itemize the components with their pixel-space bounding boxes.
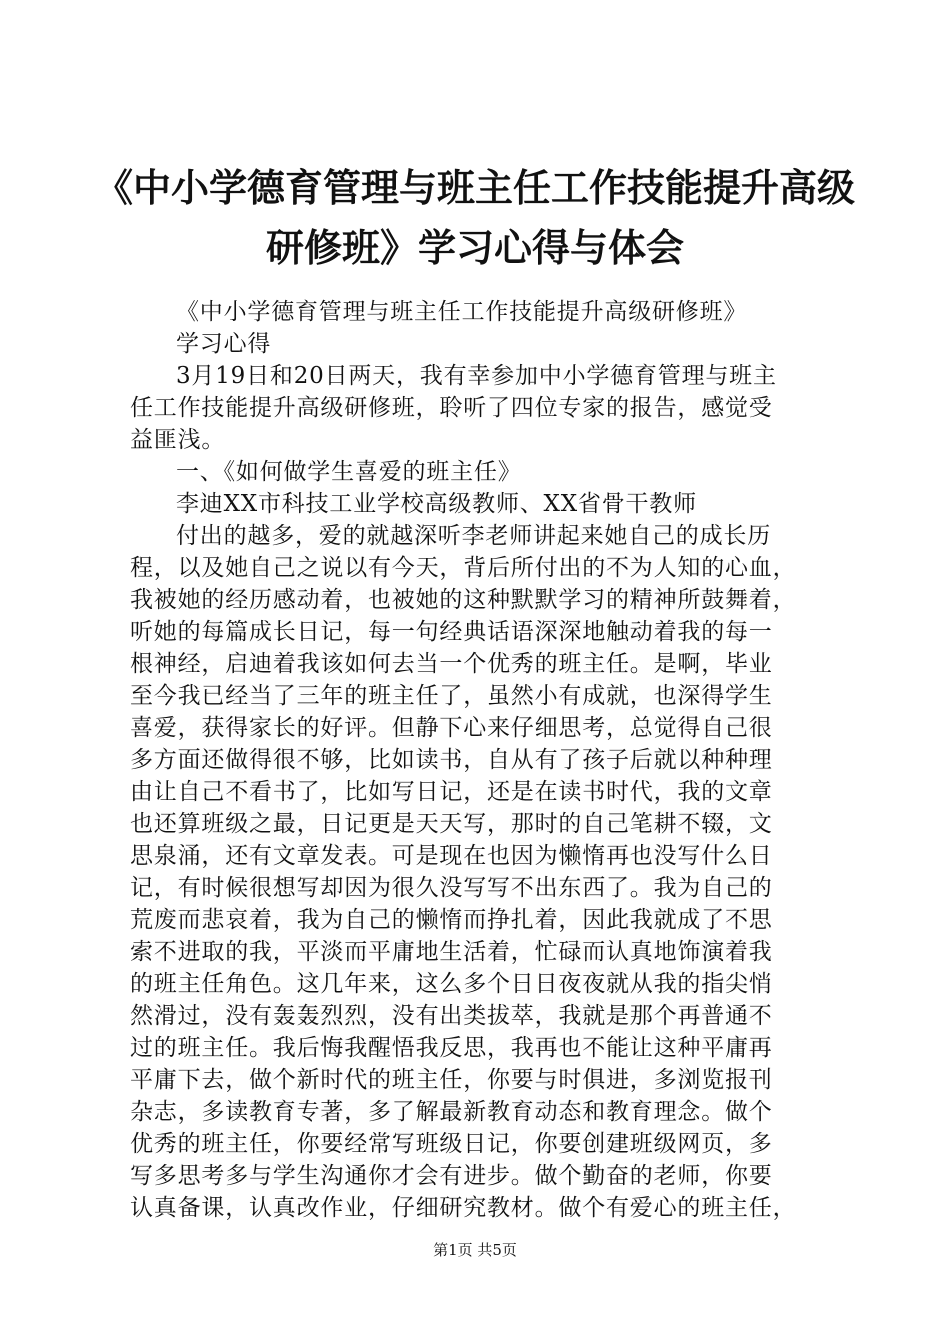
- body-line: 杂志，多读教育专著，多了解最新教育动态和教育理念。做个: [130, 1099, 773, 1125]
- body-line: 也还算班级之最，日记更是天天写，那时的自己笔耕不辍，文: [130, 811, 773, 837]
- body-line: 我被她的经历感动着，也被她的这种默默学习的精神所鼓舞着，: [130, 587, 797, 613]
- document-body: [130, 296, 830, 1224]
- body-line: 认真备课，认真改作业，仔细研究教材。做个有爱心的班主任，: [130, 1195, 797, 1221]
- body-line: 索不进取的我，平淡而平庸地生活着，忙碌而认真地饰演着我: [130, 939, 773, 965]
- body-line: 付出的越多，爱的就越深听李老师讲起来她自己的成长历: [176, 523, 771, 549]
- title-line-2: 研修班》学习心得与体会: [265, 226, 684, 270]
- body-line: 的班主任角色。这几年来，这么多个日日夜夜就从我的指尖悄: [130, 971, 773, 997]
- body-line: 学习心得: [176, 331, 272, 357]
- body-line: 3月19日和20日两天，我有幸参加中小学德育管理与班主: [176, 363, 777, 389]
- body-line: 至今我已经当了三年的班主任了，虽然小有成就，也深得学生: [130, 683, 773, 709]
- body-line: 优秀的班主任，你要经常写班级日记，你要创建班级网页，多: [130, 1131, 773, 1157]
- body-line: 多方面还做得很不够，比如读书，自从有了孩子后就以种种理: [130, 747, 773, 773]
- body-line: 记，有时候很想写却因为很久没写写不出东西了。我为自己的: [130, 875, 773, 901]
- body-line: 喜爱，获得家长的好评。但静下心来仔细思考，总觉得自己很: [130, 715, 773, 741]
- body-line: 李迪XX市科技工业学校高级教师、XX省骨干教师: [176, 491, 697, 517]
- body-line: 平庸下去，做个新时代的班主任，你要与时俱进，多浏览报刊: [130, 1067, 773, 1093]
- body-line: 益匪浅。: [130, 427, 226, 453]
- body-line: 过的班主任。我后悔我醒悟我反思，我再也不能让这种平庸再: [130, 1035, 773, 1061]
- body-line: 任工作技能提升高级研修班，聆听了四位专家的报告，感觉受: [130, 395, 773, 421]
- body-line: 《中小学德育管理与班主任工作技能提升高级研修班》: [176, 299, 748, 325]
- body-line: 然滑过，没有轰轰烈烈，没有出类拔萃，我就是那个再普通不: [130, 1003, 773, 1029]
- body-line: 一、《如何做学生喜爱的班主任》: [176, 459, 522, 485]
- page-number-footer: 第1页 共5页: [433, 1241, 517, 1259]
- body-line: 程，以及她自己之说以有今天，背后所付出的不为人知的心血，: [130, 555, 797, 581]
- body-line: 听她的每篇成长日记，每一句经典话语深深地触动着我的每一: [130, 619, 773, 645]
- body-line: 写多思考多与学生沟通你才会有进步。做个勤奋的老师，你要: [130, 1163, 773, 1189]
- body-line: 根神经，启迪着我该如何去当一个优秀的班主任。是啊，毕业: [130, 651, 773, 677]
- title-line-1: 《中小学德育管理与班主任工作技能提升高级: [94, 166, 855, 210]
- body-line: 由让自己不看书了，比如写日记，还是在读书时代，我的文章: [130, 779, 773, 805]
- document-title: [0, 158, 950, 278]
- body-line: 荒废而悲哀着，我为自己的懒惰而挣扎着，因此我就成了不思: [130, 907, 773, 933]
- body-line: 思泉涌，还有文章发表。可是现在也因为懒惰再也没写什么日: [130, 843, 773, 869]
